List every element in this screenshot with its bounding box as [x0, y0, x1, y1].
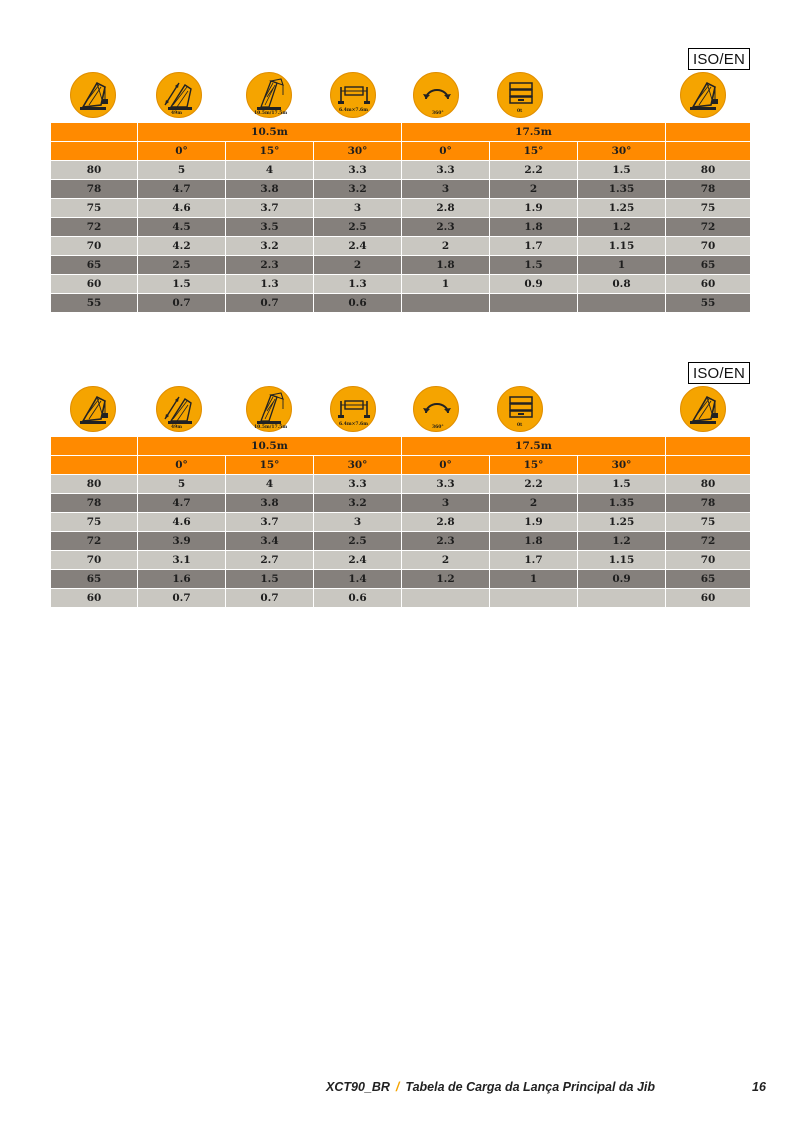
load-cell: 3.5 [226, 218, 314, 237]
load-cell: 1.2 [402, 570, 490, 589]
table-row [51, 551, 751, 570]
load-cell: 2.3 [402, 532, 490, 551]
load-cell [578, 294, 666, 313]
load-cell: 3.2 [314, 494, 402, 513]
boom-angle-cell: 72 [51, 218, 138, 237]
boom-angle-cell: 75 [51, 513, 138, 532]
load-cell: 3.2 [226, 237, 314, 256]
load-cell: 1.25 [578, 199, 666, 218]
load-cell: 1.15 [578, 551, 666, 570]
jib-length-10-5m: 10.5m [138, 123, 402, 142]
load-cell: 2.5 [314, 532, 402, 551]
load-cell: 3.3 [314, 161, 402, 180]
icon-caption: 360° [432, 425, 444, 430]
boom-length-icon [156, 386, 202, 432]
load-cell: 2.5 [314, 218, 402, 237]
table-row [51, 199, 751, 218]
load-cell: 1.35 [578, 494, 666, 513]
jib-lattice-icon [246, 72, 292, 118]
load-cell: 4 [226, 475, 314, 494]
load-cell: 5 [138, 475, 226, 494]
load-cell: 3.8 [226, 180, 314, 199]
offset-angle-header: 30° [578, 456, 666, 475]
boom-angle-cell: 70 [51, 551, 138, 570]
load-chart-table [50, 122, 751, 313]
boom-angle-cell-right: 75 [666, 199, 751, 218]
icon-caption: 10.5m/17.5m [254, 425, 288, 430]
load-cell: 1 [578, 256, 666, 275]
header-blank-left [51, 456, 138, 475]
load-cell [578, 589, 666, 608]
offset-angle-header: 30° [314, 142, 402, 161]
load-cell: 0.7 [226, 589, 314, 608]
load-cell: 1.2 [578, 532, 666, 551]
load-cell: 2.8 [402, 513, 490, 532]
boom-angle-cell: 72 [51, 532, 138, 551]
load-cell: 0.9 [578, 570, 666, 589]
jib-lattice-icon [246, 386, 292, 432]
table-row [51, 256, 751, 275]
load-cell: 1.8 [402, 256, 490, 275]
load-cell: 0.7 [138, 294, 226, 313]
load-cell: 1.7 [490, 237, 578, 256]
load-cell [402, 294, 490, 313]
boom-angle-cell: 60 [51, 589, 138, 608]
boom-angle-cell-right: 78 [666, 180, 751, 199]
boom-angle-cell-right: 78 [666, 494, 751, 513]
load-cell: 2.3 [402, 218, 490, 237]
load-cell: 3.3 [402, 475, 490, 494]
load-cell: 3.8 [226, 494, 314, 513]
boom-angle-cell-right: 60 [666, 275, 751, 294]
offset-angle-header: 30° [314, 456, 402, 475]
table-row [51, 218, 751, 237]
header-corner-left [51, 123, 138, 142]
table-row [51, 475, 751, 494]
boom-angle-cell: 80 [51, 475, 138, 494]
load-cell: 2.4 [314, 237, 402, 256]
load-cell [402, 589, 490, 608]
icon-caption: 6.4m×7.6m [339, 108, 368, 113]
load-cell: 1 [490, 570, 578, 589]
table-row [51, 237, 751, 256]
table-row [51, 513, 751, 532]
boom-angle-cell-right: 65 [666, 570, 751, 589]
load-cell: 3.1 [138, 551, 226, 570]
load-cell: 2.3 [226, 256, 314, 275]
counterweight-icon [497, 72, 543, 118]
header-blank-right [666, 142, 751, 161]
boom-angle-cell-right: 80 [666, 475, 751, 494]
page-number: 16 [752, 1080, 766, 1094]
boom-angle-cell-right: 60 [666, 589, 751, 608]
load-cell: 1.5 [578, 475, 666, 494]
table-row [51, 589, 751, 608]
load-cell: 2.8 [402, 199, 490, 218]
offset-angle-header: 15° [490, 456, 578, 475]
load-cell: 0.6 [314, 589, 402, 608]
load-cell: 1.7 [490, 551, 578, 570]
load-cell: 1 [402, 275, 490, 294]
load-cell: 2 [490, 494, 578, 513]
load-cell: 4.5 [138, 218, 226, 237]
load-cell: 1.9 [490, 199, 578, 218]
offset-angle-header: 15° [490, 142, 578, 161]
icon-caption: 0t [517, 109, 523, 114]
footer-doc-title: Tabela de Carga da Lança Principal da Jib [405, 1080, 656, 1094]
icon-caption: 10.5m/17.5m [254, 111, 288, 116]
jib-length-header-row [51, 437, 751, 456]
icon-caption: 49m [171, 425, 183, 430]
boom-angle-cell-right: 72 [666, 532, 751, 551]
load-cell: 2.7 [226, 551, 314, 570]
table-row [51, 161, 751, 180]
load-cell: 3.7 [226, 199, 314, 218]
slewing-360-icon [413, 72, 459, 118]
jib-length-10-5m: 10.5m [138, 437, 402, 456]
load-cell: 3 [402, 180, 490, 199]
load-cell: 3 [402, 494, 490, 513]
offset-angle-header: 0° [138, 142, 226, 161]
boom-angle-cell-right: 75 [666, 513, 751, 532]
boom-angle-cell-right: 55 [666, 294, 751, 313]
load-cell: 1.3 [314, 275, 402, 294]
load-cell [490, 589, 578, 608]
load-cell: 1.5 [490, 256, 578, 275]
load-cell: 2.5 [138, 256, 226, 275]
crane-load-icon [70, 386, 116, 432]
header-corner-right [666, 437, 751, 456]
load-cell: 4.6 [138, 513, 226, 532]
load-cell: 1.35 [578, 180, 666, 199]
boom-angle-cell-right: 65 [666, 256, 751, 275]
load-cell: 0.9 [490, 275, 578, 294]
crane-load-icon [680, 386, 726, 432]
load-cell: 1.9 [490, 513, 578, 532]
boom-angle-cell: 60 [51, 275, 138, 294]
boom-angle-cell: 80 [51, 161, 138, 180]
load-chart-section-1 [50, 48, 750, 323]
load-cell: 1.6 [138, 570, 226, 589]
offset-angle-header-row [51, 456, 751, 475]
load-cell: 2.2 [490, 161, 578, 180]
jib-length-17-5m: 17.5m [402, 437, 666, 456]
load-cell: 1.2 [578, 218, 666, 237]
boom-angle-cell: 65 [51, 570, 138, 589]
load-cell: 2 [402, 551, 490, 570]
offset-angle-header: 0° [402, 456, 490, 475]
crane-load-icon [70, 72, 116, 118]
table-row [51, 294, 751, 313]
footer-separator: / [395, 1080, 400, 1094]
load-cell: 1.5 [138, 275, 226, 294]
load-cell: 1.4 [314, 570, 402, 589]
load-cell: 2 [314, 256, 402, 275]
load-cell: 1.25 [578, 513, 666, 532]
offset-angle-header-row [51, 142, 751, 161]
icon-caption: 0t [517, 423, 523, 428]
load-cell: 3.9 [138, 532, 226, 551]
load-cell: 3 [314, 513, 402, 532]
load-cell: 0.8 [578, 275, 666, 294]
offset-angle-header: 30° [578, 142, 666, 161]
boom-angle-cell: 65 [51, 256, 138, 275]
offset-angle-header: 15° [226, 142, 314, 161]
slewing-360-icon [413, 386, 459, 432]
jib-length-header-row [51, 123, 751, 142]
header-blank-right [666, 456, 751, 475]
icon-row [50, 386, 750, 436]
boom-angle-cell: 55 [51, 294, 138, 313]
load-cell: 4.7 [138, 180, 226, 199]
load-chart-table [50, 436, 751, 608]
header-blank-left [51, 142, 138, 161]
boom-angle-cell: 70 [51, 237, 138, 256]
load-cell: 1.3 [226, 275, 314, 294]
boom-angle-cell-right: 80 [666, 161, 751, 180]
table-row [51, 180, 751, 199]
boom-angle-cell: 75 [51, 199, 138, 218]
load-cell: 4 [226, 161, 314, 180]
load-cell: 3.3 [402, 161, 490, 180]
table-row [51, 570, 751, 589]
outrigger-span-icon [330, 386, 376, 432]
load-cell: 1.5 [226, 570, 314, 589]
boom-angle-cell-right: 70 [666, 237, 751, 256]
icon-row [50, 72, 750, 122]
header-corner-left [51, 437, 138, 456]
boom-angle-cell-right: 70 [666, 551, 751, 570]
boom-angle-cell-right: 72 [666, 218, 751, 237]
icon-caption: 360° [432, 111, 444, 116]
crane-load-icon [680, 72, 726, 118]
load-cell: 0.6 [314, 294, 402, 313]
footer-doc-code: XCT90_BR [326, 1080, 390, 1094]
load-cell: 2 [402, 237, 490, 256]
boom-angle-cell: 78 [51, 180, 138, 199]
counterweight-icon [497, 386, 543, 432]
icon-caption: 6.4m×7.6m [339, 422, 368, 427]
load-cell: 1.8 [490, 218, 578, 237]
load-cell [490, 294, 578, 313]
icon-caption: 49m [171, 111, 183, 116]
iso-en-badge: ISO/EN [688, 362, 750, 384]
table-row [51, 275, 751, 294]
header-corner-right [666, 123, 751, 142]
boom-angle-cell: 78 [51, 494, 138, 513]
table-row [51, 532, 751, 551]
jib-length-17-5m: 17.5m [402, 123, 666, 142]
iso-en-badge: ISO/EN [688, 48, 750, 70]
offset-angle-header: 0° [138, 456, 226, 475]
load-cell: 3.2 [314, 180, 402, 199]
offset-angle-header: 0° [402, 142, 490, 161]
load-cell: 5 [138, 161, 226, 180]
load-cell: 2.2 [490, 475, 578, 494]
load-cell: 0.7 [226, 294, 314, 313]
load-cell: 1.15 [578, 237, 666, 256]
load-cell: 1.5 [578, 161, 666, 180]
load-cell: 2.4 [314, 551, 402, 570]
load-cell: 3.7 [226, 513, 314, 532]
load-cell: 2 [490, 180, 578, 199]
load-cell: 4.7 [138, 494, 226, 513]
boom-length-icon [156, 72, 202, 118]
load-cell: 3.4 [226, 532, 314, 551]
offset-angle-header: 15° [226, 456, 314, 475]
load-cell: 3.3 [314, 475, 402, 494]
outrigger-span-icon [330, 72, 376, 118]
load-cell: 3 [314, 199, 402, 218]
load-cell: 4.2 [138, 237, 226, 256]
footer-title [326, 1080, 655, 1094]
load-cell: 0.7 [138, 589, 226, 608]
load-cell: 1.8 [490, 532, 578, 551]
load-chart-section-2 [50, 362, 750, 617]
load-cell: 4.6 [138, 199, 226, 218]
table-row [51, 494, 751, 513]
